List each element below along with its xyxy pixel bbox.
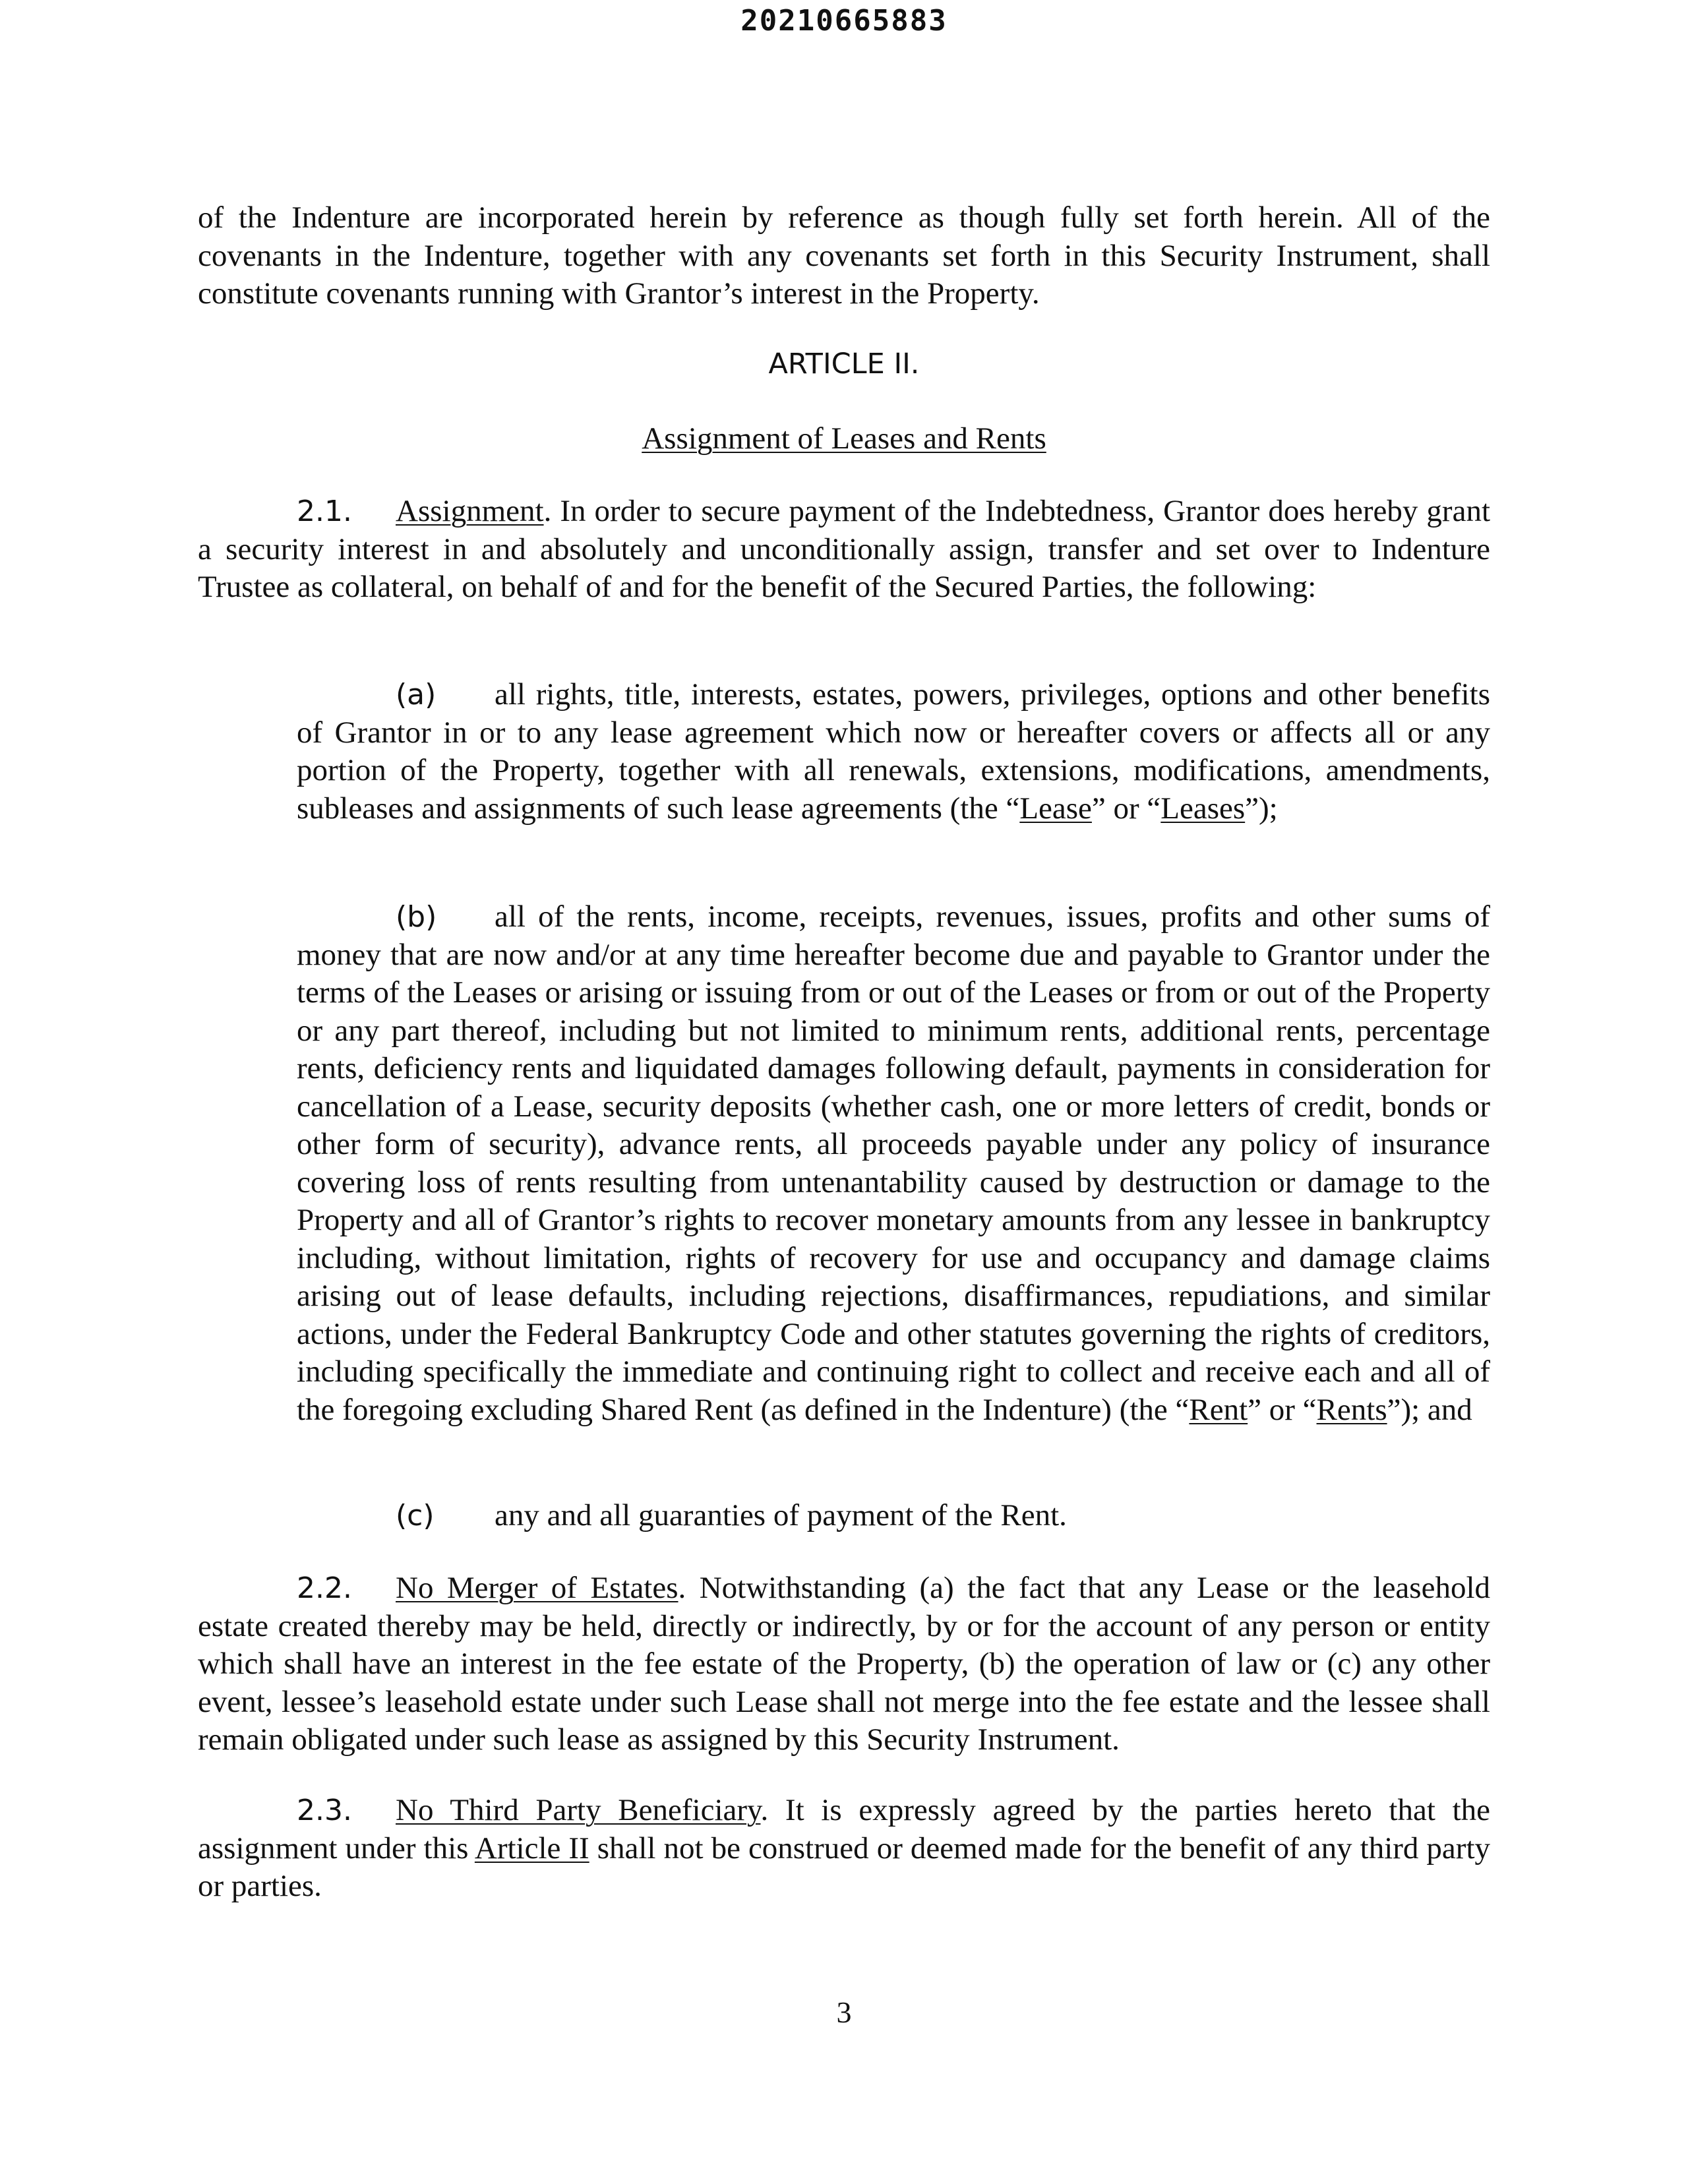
item-c bbox=[297, 1497, 1490, 1535]
intro-paragraph bbox=[198, 199, 1490, 313]
section-2-1-number: 2.1. bbox=[297, 495, 352, 528]
page-number: 3 bbox=[836, 1995, 852, 2029]
section-2-3-paragraph bbox=[198, 1792, 1490, 1906]
document-number-header: 20210665883 bbox=[740, 4, 948, 38]
section-2-3-text-2: shall not be construed or deemed made for the benefit of any third party or parties. bbox=[198, 1831, 1490, 1903]
item-b-term-rent: Rent bbox=[1189, 1392, 1248, 1427]
section-2-3-number: 2.3. bbox=[297, 1794, 352, 1827]
section-2-3-article-reference: Article II bbox=[474, 1831, 589, 1866]
section-2-1 bbox=[198, 493, 1490, 607]
item-b-text-1: all of the rents, income, receipts, revenues, issues, profits and other sums of money that are now and/or at any time hereafter become due and payable to Grantor under the terms of the Leases or arising or issuing from or out of the Leases or from or out of the Property or any part thereof, including but not limited to minimum rents, additional rents, percentage rents, deficiency rents and liquidated damages following default, payments in consideration for cancellation of a Lease, security deposits (whether cash, one or more letters of credit, bonds or other form of security), advance rents, all proceeds payable under any policy of insurance covering loss of rents resulting from untenantability caused by destruction or damage to the Property and all of Grantor’s rights to recover monetary amounts from any lessee in bankruptcy including, without limitation, rights of recovery for use and occupancy and damage claims arising out of lease defaults, including rejections, disaffirmances, repudiations, and similar actions, under the Federal Bankruptcy Code and other statutes governing the rights of creditors, including specifically the immediate and continuing right to collect and receive each and all of the foregoing excluding Shared Rent (as defined in the Indenture) (the “ bbox=[297, 899, 1490, 1427]
section-2-2-number: 2.2. bbox=[297, 1571, 352, 1605]
item-c-text: any and all guaranties of payment of the Rent. bbox=[495, 1498, 1067, 1532]
item-a-term-leases: Leases bbox=[1160, 791, 1246, 826]
item-a bbox=[297, 676, 1490, 828]
item-b-text-2: ” or “ bbox=[1248, 1392, 1317, 1427]
item-b-label: (b) bbox=[396, 900, 437, 934]
section-2-3 bbox=[198, 1792, 1490, 1906]
section-2-3-title: No Third Party Beneficiary bbox=[396, 1793, 761, 1827]
section-2-2 bbox=[198, 1569, 1490, 1759]
item-c-paragraph bbox=[297, 1497, 1490, 1535]
item-b-paragraph bbox=[297, 898, 1490, 1429]
item-b-term-rents: Rents bbox=[1316, 1392, 1387, 1427]
article-heading: ARTICLE II. bbox=[768, 348, 920, 380]
section-2-2-title: No Merger of Estates bbox=[396, 1571, 678, 1605]
item-b-text-3: ”); and bbox=[1387, 1392, 1472, 1427]
article-title-text: Assignment of Leases and Rents bbox=[642, 421, 1046, 456]
section-2-3-text-1: . It is expressly agreed by the parties hereto that the assignment under this bbox=[198, 1793, 1490, 1866]
section-2-2-paragraph bbox=[198, 1569, 1490, 1759]
item-a-label: (a) bbox=[396, 678, 437, 712]
section-2-1-text: . In order to secure payment of the Indebtedness, Grantor does hereby grant a security interest in and absolutely and unconditionally assign, transfer and set over to Indenture Trustee as collateral, on behalf of and for the benefit of the Secured Parties, the following: bbox=[198, 494, 1490, 604]
item-a-text-1: all rights, title, interests, estates, powers, privileges, options and other benefits of Grantor in or to any lease agreement which now or hereafter covers or affects all or any portion of the Property, together with all renewals, extensions, modifications, amendments, subleases and assignments of such lease agreements (the “ bbox=[297, 677, 1490, 826]
item-c-label: (c) bbox=[396, 1499, 435, 1532]
section-2-2-text: . Notwithstanding (a) the fact that any Lease or the leasehold estate created thereby may be held, directly or indirectly, by or for the account of any person or entity which shall have an interest in the fee estate of the Property, (b) the operation of law or (c) any other event, lessee’s leasehold estate under such Lease shall not merge into the fee estate and the lessee shall remain obligated under such lease as assigned by this Security Instrument. bbox=[198, 1571, 1490, 1757]
item-a-term-lease: Lease bbox=[1019, 791, 1092, 826]
item-a-text-3: ”); bbox=[1245, 791, 1278, 826]
intro-text: of the Indenture are incorporated herein by reference as though fully set forth herein. All of the covenants in the Indenture, together with any covenants set forth in this Security Instrument, shall constitute covenants running with Grantor’s interest in the Property. bbox=[198, 200, 1490, 311]
section-2-1-title: Assignment bbox=[396, 494, 544, 528]
article-title bbox=[0, 420, 1688, 458]
item-a-paragraph bbox=[297, 676, 1490, 828]
item-b bbox=[297, 898, 1490, 1429]
item-a-text-2: ” or “ bbox=[1091, 791, 1161, 826]
section-2-1-paragraph bbox=[198, 493, 1490, 607]
